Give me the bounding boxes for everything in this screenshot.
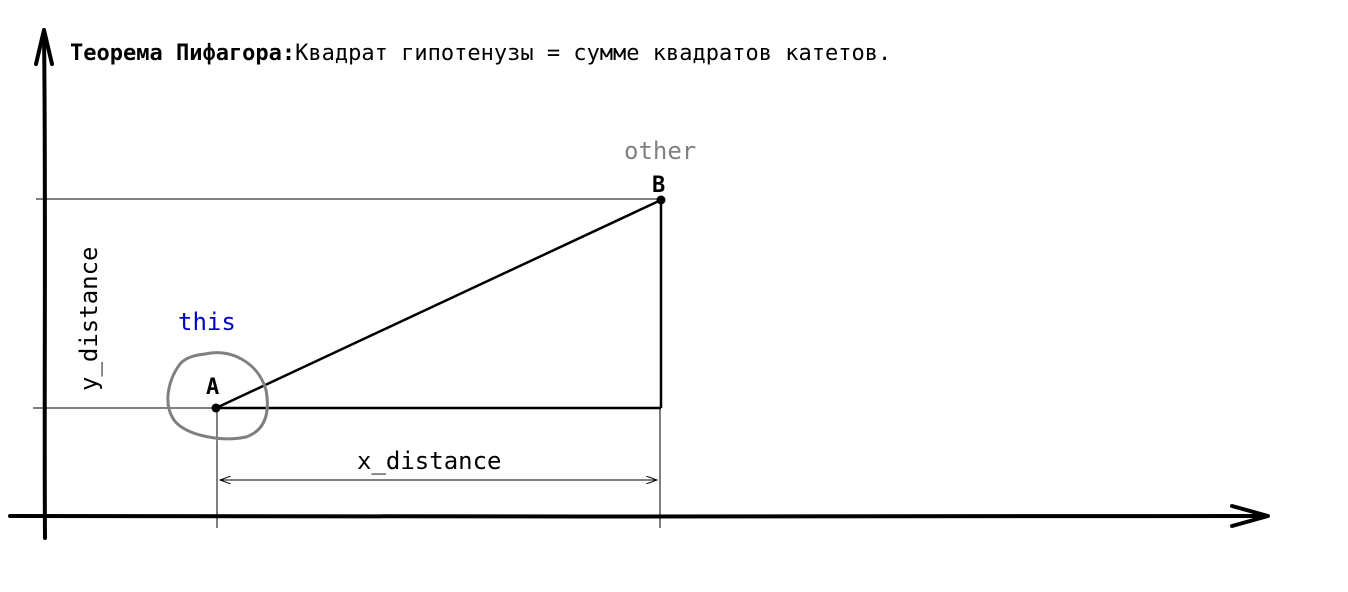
point-a-label: A [206, 375, 220, 400]
y-distance-label: y_distance [75, 246, 103, 391]
y-axis [44, 32, 45, 538]
x-distance-label: x_distance [357, 447, 502, 475]
hypotenuse [216, 200, 661, 408]
this-label: this [178, 308, 236, 336]
title-text: Квадрат гипотенузы = сумме квадратов катетов. [295, 41, 892, 66]
x-axis [10, 516, 1266, 517]
title [70, 41, 891, 66]
title-bold: Теорема Пифагора: [70, 41, 296, 66]
point-a [212, 404, 221, 413]
other-label: other [624, 137, 697, 165]
point-b-label: B [652, 173, 666, 198]
